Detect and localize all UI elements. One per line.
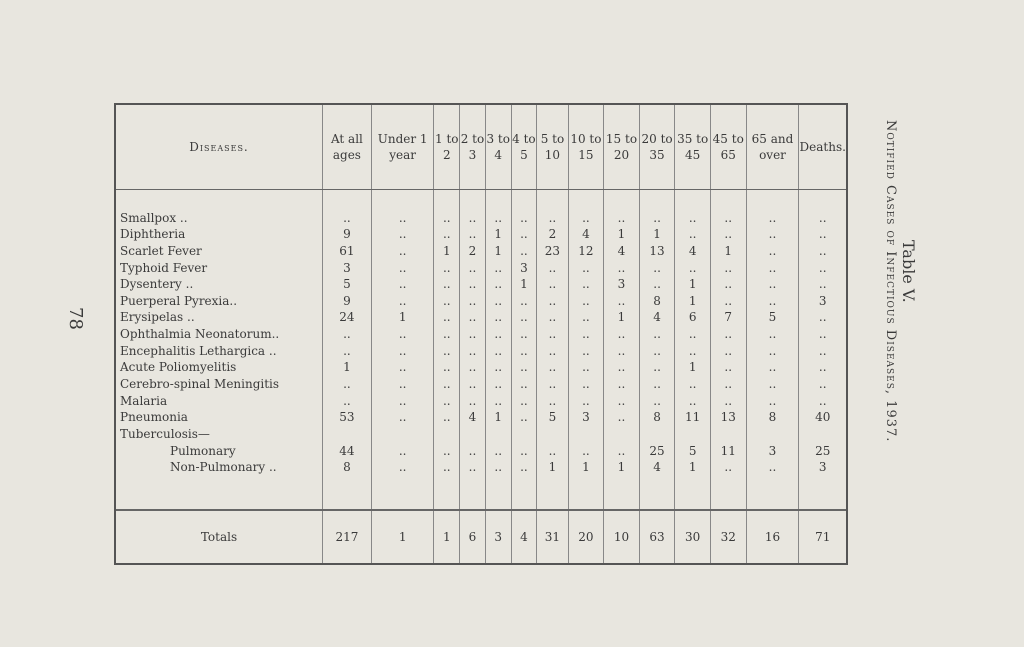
table-cell: .. xyxy=(485,343,511,360)
header-col-7: 5 to 10 xyxy=(537,105,568,190)
totals-cell: 217 xyxy=(323,510,372,563)
header-diseases: Diseases. xyxy=(116,105,323,190)
table-cell: .. xyxy=(746,243,799,260)
table-cell: .. xyxy=(537,310,568,327)
table-cell: .. xyxy=(799,276,846,293)
disease-name: Ophthalmia Neonatorum.. xyxy=(120,327,280,342)
table-cell: .. xyxy=(675,260,711,277)
table-cell: .. xyxy=(323,343,372,360)
totals-cell: 31 xyxy=(537,510,568,563)
table-cell: 4 xyxy=(639,459,675,476)
table-cell: .. xyxy=(460,459,486,476)
table-cell: 11 xyxy=(675,409,711,426)
table-cell: .. xyxy=(710,276,746,293)
table-cell: 2 xyxy=(537,226,568,243)
table-cell: 3 xyxy=(568,409,604,426)
header-col-8: 10 to 15 xyxy=(568,105,604,190)
table-cell: 2 xyxy=(460,243,486,260)
table-cell: .. xyxy=(568,293,604,310)
table-cell: .. xyxy=(746,360,799,377)
header-col-13: 65 and over xyxy=(746,105,799,190)
table-cell xyxy=(434,426,460,443)
totals-cell: 10 xyxy=(604,510,640,563)
table-cell: .. xyxy=(537,260,568,277)
table-cell: .. xyxy=(639,376,675,393)
table-row xyxy=(116,243,846,260)
table-header-row xyxy=(116,105,846,190)
table-cell: 8 xyxy=(639,409,675,426)
table-cell: .. xyxy=(568,343,604,360)
table-cell: .. xyxy=(675,326,711,343)
table-cell: .. xyxy=(537,343,568,360)
disease-name: Typhoid Fever xyxy=(120,260,208,275)
table-cell: .. xyxy=(604,360,640,377)
table-cell xyxy=(604,426,640,443)
table-row xyxy=(116,260,846,277)
table-cell: .. xyxy=(371,343,434,360)
header-col-5: 3 to 4 xyxy=(485,105,511,190)
table-cell: .. xyxy=(710,360,746,377)
table-cell: 1 xyxy=(511,276,537,293)
table-cell xyxy=(746,426,799,443)
table-cell xyxy=(485,426,511,443)
table-cell: 1 xyxy=(639,226,675,243)
table-row xyxy=(116,226,846,243)
totals-cell: 30 xyxy=(675,510,711,563)
table-cell: 44 xyxy=(323,443,372,460)
table-cell: .. xyxy=(710,376,746,393)
table-cell: 11 xyxy=(710,443,746,460)
table-subtitle: Notified Cases of Infectious Diseases, 1937. xyxy=(883,120,898,443)
disease-name: Pulmonary xyxy=(170,443,236,458)
table-row xyxy=(116,409,846,426)
disease-name: Puerperal Pyrexia.. xyxy=(120,293,238,308)
table-cell: 1 xyxy=(710,243,746,260)
totals-cell: 6 xyxy=(460,510,486,563)
table-cell: .. xyxy=(639,210,675,227)
table-cell: 24 xyxy=(323,310,372,327)
table-cell: .. xyxy=(537,326,568,343)
table-row xyxy=(116,426,846,443)
table-cell: 1 xyxy=(675,360,711,377)
table-cell: .. xyxy=(485,326,511,343)
table-cell: .. xyxy=(434,210,460,227)
table-cell: .. xyxy=(371,459,434,476)
table-cell: .. xyxy=(799,260,846,277)
disease-name: Non-Pulmonary .. xyxy=(170,460,277,475)
table-cell: .. xyxy=(460,210,486,227)
table-cell: 9 xyxy=(323,226,372,243)
table-cell: .. xyxy=(323,210,372,227)
table-cell: .. xyxy=(746,459,799,476)
table-cell: .. xyxy=(537,210,568,227)
table-cell: .. xyxy=(460,293,486,310)
table-row xyxy=(116,326,846,343)
table-cell: .. xyxy=(799,226,846,243)
table-cell: .. xyxy=(675,393,711,410)
table-cell xyxy=(675,426,711,443)
table-cell: .. xyxy=(710,326,746,343)
disease-name: Acute Poliomyelitis xyxy=(120,360,237,375)
table-cell: .. xyxy=(460,343,486,360)
table-cell: .. xyxy=(537,393,568,410)
table-cell: 1 xyxy=(323,360,372,377)
table-cell: .. xyxy=(537,443,568,460)
page-number: 78 xyxy=(64,307,86,330)
table-row xyxy=(116,310,846,327)
table-cell: 13 xyxy=(639,243,675,260)
table-cell: .. xyxy=(434,459,460,476)
table-cell: 40 xyxy=(799,409,846,426)
table-cell: .. xyxy=(604,393,640,410)
table-cell: 1 xyxy=(568,459,604,476)
table-cell: .. xyxy=(604,409,640,426)
table-cell: 1 xyxy=(604,310,640,327)
table-cell: .. xyxy=(604,443,640,460)
table-cell: .. xyxy=(799,393,846,410)
table-cell: 61 xyxy=(323,243,372,260)
table-cell: 4 xyxy=(604,243,640,260)
table-cell: .. xyxy=(460,226,486,243)
table-cell: 4 xyxy=(568,226,604,243)
totals-cell: 1 xyxy=(434,510,460,563)
table-cell xyxy=(323,426,372,443)
table-cell: .. xyxy=(746,343,799,360)
table-cell: 8 xyxy=(639,293,675,310)
table-cell: 53 xyxy=(323,409,372,426)
table-cell: .. xyxy=(485,443,511,460)
table-cell: .. xyxy=(371,210,434,227)
table-cell: .. xyxy=(568,326,604,343)
table-cell: .. xyxy=(460,443,486,460)
totals-cell: 1 xyxy=(371,510,434,563)
table-cell: .. xyxy=(434,226,460,243)
table-cell: .. xyxy=(371,360,434,377)
table-cell: .. xyxy=(710,226,746,243)
table-cell: 1 xyxy=(485,243,511,260)
table-cell: .. xyxy=(639,260,675,277)
table-row xyxy=(116,210,846,227)
table-cell: 1 xyxy=(371,310,434,327)
table-cell: .. xyxy=(511,326,537,343)
table-cell: .. xyxy=(639,393,675,410)
totals-cell: 20 xyxy=(568,510,604,563)
table-cell: .. xyxy=(604,326,640,343)
table-cell: 8 xyxy=(746,409,799,426)
totals-cell: 16 xyxy=(746,510,799,563)
table-cell: .. xyxy=(434,443,460,460)
table-cell xyxy=(639,426,675,443)
table-cell: .. xyxy=(710,393,746,410)
table-row xyxy=(116,343,846,360)
table-cell: .. xyxy=(485,376,511,393)
table-cell: 1 xyxy=(675,293,711,310)
table-cell: .. xyxy=(485,260,511,277)
table-cell: .. xyxy=(485,210,511,227)
table-cell: .. xyxy=(323,376,372,393)
table-cell: 12 xyxy=(568,243,604,260)
table-cell: .. xyxy=(434,326,460,343)
table-cell: .. xyxy=(746,226,799,243)
table-cell: .. xyxy=(511,293,537,310)
table-cell: 1 xyxy=(675,276,711,293)
table-cell: .. xyxy=(434,276,460,293)
table-cell: 4 xyxy=(639,310,675,327)
table-cell: .. xyxy=(460,310,486,327)
totals-cell: 71 xyxy=(799,510,846,563)
table-cell: 1 xyxy=(675,459,711,476)
disease-table xyxy=(114,103,848,565)
totals-row xyxy=(116,510,846,563)
table-cell: 3 xyxy=(746,443,799,460)
table-cell: 3 xyxy=(511,260,537,277)
table-cell xyxy=(568,426,604,443)
table-cell: .. xyxy=(639,326,675,343)
table-cell xyxy=(460,426,486,443)
totals-label: Totals xyxy=(116,510,323,563)
table-cell: .. xyxy=(460,260,486,277)
header-col-11: 35 to 45 xyxy=(675,105,711,190)
table-cell: .. xyxy=(710,210,746,227)
table-cell: .. xyxy=(371,293,434,310)
table-cell: 5 xyxy=(323,276,372,293)
totals-cell: 32 xyxy=(710,510,746,563)
table-cell: .. xyxy=(371,393,434,410)
table-row xyxy=(116,276,846,293)
table-cell: 23 xyxy=(537,243,568,260)
table-cell: .. xyxy=(604,210,640,227)
table-cell: 1 xyxy=(485,226,511,243)
table-cell: 4 xyxy=(675,243,711,260)
header-col-1: At all ages xyxy=(323,105,372,190)
table-cell xyxy=(537,426,568,443)
table-cell xyxy=(371,426,434,443)
table-cell: .. xyxy=(485,393,511,410)
table-title-block xyxy=(880,120,920,540)
spacer-row xyxy=(116,190,846,210)
table-cell: .. xyxy=(675,210,711,227)
table-cell: .. xyxy=(639,276,675,293)
table-cell: .. xyxy=(568,393,604,410)
disease-name: Malaria xyxy=(120,393,168,408)
header-col-12: 45 to 65 xyxy=(710,105,746,190)
table-cell: .. xyxy=(746,260,799,277)
table-cell: .. xyxy=(460,326,486,343)
table-cell: .. xyxy=(371,326,434,343)
table-cell: 13 xyxy=(710,409,746,426)
table-cell: .. xyxy=(799,326,846,343)
table-cell: 5 xyxy=(537,409,568,426)
table-cell: .. xyxy=(568,260,604,277)
table-cell: .. xyxy=(485,276,511,293)
disease-name: Erysipelas .. xyxy=(120,310,195,325)
table-cell: .. xyxy=(323,326,372,343)
table-cell: .. xyxy=(323,393,372,410)
table-cell: 25 xyxy=(799,443,846,460)
table-cell: .. xyxy=(511,393,537,410)
table-cell: .. xyxy=(434,293,460,310)
table-cell: .. xyxy=(511,210,537,227)
table-cell: .. xyxy=(604,260,640,277)
table-cell: .. xyxy=(675,226,711,243)
table-row xyxy=(116,443,846,460)
table-cell: .. xyxy=(604,343,640,360)
table-row xyxy=(116,459,846,476)
table-cell xyxy=(710,426,746,443)
table-row xyxy=(116,376,846,393)
table-cell: .. xyxy=(604,293,640,310)
header-col-10: 20 to 35 xyxy=(639,105,675,190)
disease-name: Encephalitis Lethargica .. xyxy=(120,343,277,358)
disease-name: Diphtheria xyxy=(120,227,186,242)
table-cell: .. xyxy=(568,276,604,293)
table-cell: .. xyxy=(799,310,846,327)
spacer-row xyxy=(116,476,846,510)
table-cell: 3 xyxy=(323,260,372,277)
disease-name: Pneumonia xyxy=(120,410,188,425)
table-cell: .. xyxy=(511,409,537,426)
table-cell: 7 xyxy=(710,310,746,327)
table-cell: .. xyxy=(799,343,846,360)
disease-name: Smallpox .. xyxy=(120,210,188,225)
disease-name: Dysentery .. xyxy=(120,277,194,292)
table-cell: .. xyxy=(434,393,460,410)
disease-name: Scarlet Fever xyxy=(120,243,202,258)
table-cell: .. xyxy=(434,310,460,327)
table-row xyxy=(116,360,846,377)
table-cell: .. xyxy=(511,443,537,460)
table-cell: .. xyxy=(746,276,799,293)
table-cell: .. xyxy=(710,343,746,360)
table-cell: 1 xyxy=(485,409,511,426)
table-cell: .. xyxy=(537,276,568,293)
table-cell: 3 xyxy=(604,276,640,293)
table-cell: .. xyxy=(460,360,486,377)
table-cell: 3 xyxy=(799,459,846,476)
table-cell: .. xyxy=(434,343,460,360)
table-cell: .. xyxy=(537,376,568,393)
table-cell: 5 xyxy=(675,443,711,460)
table-cell: .. xyxy=(537,293,568,310)
totals-cell: 63 xyxy=(639,510,675,563)
table-cell: .. xyxy=(799,360,846,377)
table-cell: .. xyxy=(710,293,746,310)
table-cell: .. xyxy=(537,360,568,377)
header-col-6: 4 to 5 xyxy=(511,105,537,190)
table-cell: .. xyxy=(568,310,604,327)
totals-cell: 3 xyxy=(485,510,511,563)
table-cell: .. xyxy=(371,226,434,243)
table-cell: .. xyxy=(568,376,604,393)
table-cell: .. xyxy=(434,360,460,377)
table-title: Table V. xyxy=(899,240,918,303)
table-cell: .. xyxy=(371,376,434,393)
table-cell: 1 xyxy=(604,459,640,476)
table-cell: .. xyxy=(568,210,604,227)
table-cell: .. xyxy=(371,276,434,293)
header-col-14: Deaths. xyxy=(799,105,846,190)
table-cell: .. xyxy=(604,376,640,393)
table-cell: .. xyxy=(675,376,711,393)
table-cell: .. xyxy=(371,443,434,460)
table-cell: .. xyxy=(371,243,434,260)
table-cell: .. xyxy=(710,260,746,277)
table-cell: .. xyxy=(371,409,434,426)
table-cell: .. xyxy=(511,310,537,327)
table-cell: .. xyxy=(371,260,434,277)
table-cell: 1 xyxy=(537,459,568,476)
table-cell: .. xyxy=(746,210,799,227)
header-col-4: 2 to 3 xyxy=(460,105,486,190)
table-cell: 5 xyxy=(746,310,799,327)
table-cell: .. xyxy=(746,393,799,410)
header-col-3: 1 to 2 xyxy=(434,105,460,190)
table-cell: .. xyxy=(568,443,604,460)
table-cell xyxy=(511,426,537,443)
table-cell: .. xyxy=(639,360,675,377)
table-cell: .. xyxy=(460,393,486,410)
table-cell: .. xyxy=(434,409,460,426)
table-cell: .. xyxy=(434,376,460,393)
table-row xyxy=(116,393,846,410)
table-cell: .. xyxy=(799,210,846,227)
table-cell: 3 xyxy=(799,293,846,310)
table-cell: 1 xyxy=(604,226,640,243)
table-cell: .. xyxy=(511,343,537,360)
table-cell: .. xyxy=(675,343,711,360)
table-cell: .. xyxy=(799,243,846,260)
table-cell: .. xyxy=(485,310,511,327)
table-cell: .. xyxy=(485,360,511,377)
table-cell xyxy=(799,426,846,443)
table-cell: .. xyxy=(511,360,537,377)
header-col-9: 15 to 20 xyxy=(604,105,640,190)
table-cell: 9 xyxy=(323,293,372,310)
table-cell: 6 xyxy=(675,310,711,327)
table-cell: .. xyxy=(511,459,537,476)
table-cell: 8 xyxy=(323,459,372,476)
table-cell: .. xyxy=(799,376,846,393)
table-cell: .. xyxy=(485,293,511,310)
disease-name: Tuberculosis— xyxy=(120,426,210,441)
disease-name: Cerebro-spinal Meningitis xyxy=(120,376,280,391)
table-cell: .. xyxy=(568,360,604,377)
table-cell: 4 xyxy=(460,409,486,426)
table-cell: .. xyxy=(746,293,799,310)
table-cell: .. xyxy=(511,226,537,243)
table-cell: .. xyxy=(639,343,675,360)
totals-cell: 4 xyxy=(511,510,537,563)
table-cell: .. xyxy=(511,243,537,260)
table-cell: 25 xyxy=(639,443,675,460)
table-cell: .. xyxy=(460,376,486,393)
table-cell: 1 xyxy=(434,243,460,260)
table-cell: .. xyxy=(485,459,511,476)
table-cell: .. xyxy=(434,260,460,277)
table-cell: .. xyxy=(746,376,799,393)
table-cell: .. xyxy=(746,326,799,343)
table-cell: .. xyxy=(710,459,746,476)
table-row xyxy=(116,293,846,310)
header-col-2: Under 1 year xyxy=(371,105,434,190)
table-cell: .. xyxy=(511,376,537,393)
table-cell: .. xyxy=(460,276,486,293)
